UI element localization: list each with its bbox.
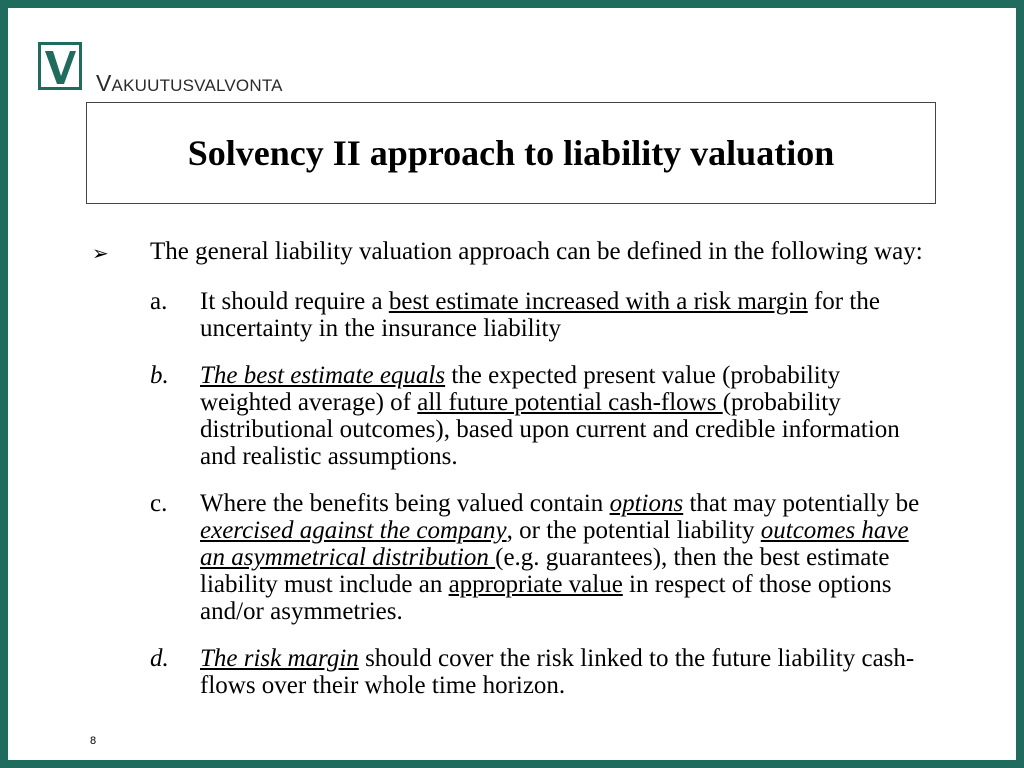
title-box	[86, 102, 936, 204]
item-label: a.	[150, 288, 168, 315]
list-item-a	[150, 288, 932, 342]
slide-body	[92, 238, 932, 699]
list-item-d	[150, 645, 932, 699]
item-text: Where the benefits being valued contain options that may potentially be exercised against the company, or the potential liability outcomes have an asymmetrical distribution (e.g. guarantees), then the best estimate liability must include an appropriate value in respect of those options and/or asymmetries.	[200, 490, 920, 625]
arrow-bullet-icon: ➢	[92, 241, 109, 265]
page-number: 8	[90, 735, 97, 747]
intro-text: The general liability valuation approach can be defined in the following way:	[150, 238, 923, 265]
item-text: It should require a best estimate increased with a risk margin for the uncertainty in the insurance liability	[200, 288, 880, 342]
item-label: d.	[150, 645, 169, 672]
check-logo-icon	[38, 42, 82, 90]
intro-bullet	[92, 238, 932, 267]
item-text: The risk margin should cover the risk linked to the future liability cash-flows over their whole time horizon.	[200, 645, 915, 699]
slide	[8, 8, 1016, 760]
list-item-c	[150, 490, 932, 625]
item-text: The best estimate equals the expected present value (probability weighted average) of all future potential cash-flows (probability distributional outcomes), based upon current and credible information and realistic assumptions.	[200, 362, 900, 470]
slide-title: Solvency II approach to liability valuation	[187, 133, 835, 173]
item-label: b.	[150, 362, 169, 389]
brand-name: VAKUUTUSVALVONTA	[96, 70, 283, 96]
list-item-b	[150, 362, 932, 470]
item-label: c.	[150, 490, 168, 517]
